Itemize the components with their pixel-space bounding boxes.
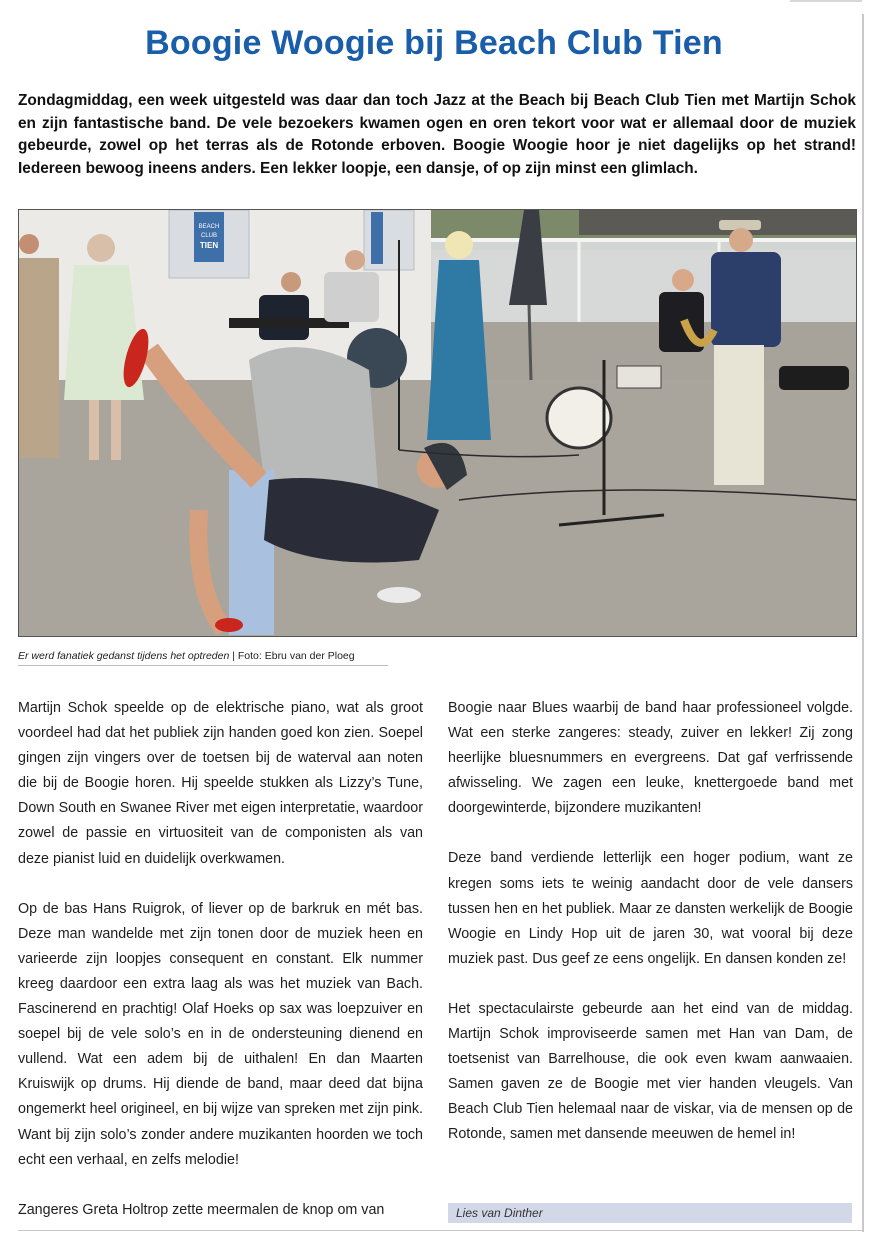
photo-bassist [324, 272, 379, 322]
photo-building-dark [579, 210, 857, 235]
photo-bass-drum [547, 388, 611, 448]
photo-dancer-man-jeans [229, 470, 274, 635]
beach-club-sign-small [371, 212, 383, 264]
page-bottom-rule [18, 1230, 862, 1231]
photo-spectator-1 [19, 258, 59, 458]
photo-pianist [259, 295, 309, 340]
paragraph: Boogie naar Blues waarbij de band haar professioneel volgde. Wat een sterke zangeres: steady, zuiver en lekker! Zij zong heerlijke bluesnummers en evergreens. Dat gaf verfrissende afwisseling. We zagen een leuke, knettergoede band met doorgewinterde, bijzondere muzikanten! [448, 700, 853, 817]
sign-text-club: CLUB [200, 233, 218, 239]
paragraph: Het spectaculairste gebeurde aan het eind van de middag. Martijn Schok improviseerde samen met Han van Dam, de toetsenist van Barrelhouse, die ook even kwam aanwaaien. Samen gaven ze de Boogie met vier handen vleugels. Van Beach Club Tien helemaal naar de viskar, via de mensen op de Rotonde, samen met dansende meeuwen de hemel in! [448, 1000, 853, 1143]
article-intro: Zondagmiddag, een week uitgesteld was daar dan toch Jazz at the Beach bij Beach Club Tien met Martijn Schok en zijn fantastische band. De vele bezoekers kwamen ogen en oren tekort voor wat er allemaal door de muziek gebeurde, zowel op het terras als de Rotonde erboven. Boogie Woogie hoor je niet dagelijks op het strand! Iedereen bewoog ineens anders. Een lekker loopje, een dansje, of op zijn minst een glimlach. [18, 92, 856, 177]
sign-text-tien: TIEN [199, 241, 219, 250]
caption-separator: | [229, 650, 238, 662]
photo-glass-railing [431, 240, 857, 322]
caption-credit: Foto: Ebru van der Ploeg [237, 650, 355, 662]
top-divider [790, 0, 862, 2]
page-right-rule [862, 14, 864, 1232]
paragraph: Zangeres Greta Holtrop zette meermalen de knop om van [18, 1201, 385, 1218]
photo-illustration [19, 210, 857, 637]
paragraph: Deze band verdiende letterlijk een hoger podium, want ze kregen soms iets te weinig aandacht door de vele dansers tussen hen en het publiek. Maar ze dansten werkelijk de Boogie Woogie en Lindy Hop uit de jaren 30, wat vooral bij deze muziek past. Dus geef ze eens ongelijk. En dansen konden ze! [448, 850, 853, 967]
photo-snare [617, 366, 661, 388]
article-photo [18, 209, 857, 637]
article-title: Boogie Woogie bij Beach Club Tien [145, 24, 723, 62]
photo-instrument-case [779, 366, 849, 390]
author-byline: Lies van Dinther [448, 1203, 852, 1223]
paragraph: Martijn Schok speelde op de elektrische piano, wat als groot voordeel had dat het publiek zijn handen goed kon zien. Soepel gingen zijn vingers over de toetsen bij de waterval aan noten die bij de Boogie horen. Hij speelde stukken als Lizzy’s Tune, Down South en Swanee River met eigen interpretatie, waardoor zowel de passie en virtuositeit van de componisten als van deze pianist luid en duidelijk overkwamen. [18, 700, 423, 867]
sign-text-beach: BEACH [198, 224, 220, 230]
photo-caption [18, 650, 388, 666]
left-column [18, 696, 423, 1223]
paragraph: Op de bas Hans Ruigrok, of liever op de barkruk en mét bas. Deze man wandelde met zijn tonen door de muziek heen en varieerde zijn loopjes consequent en constant. Elk nummer kreeg daardoor een extra laag als was het muziek van Bach. Fascinerend en prachtig! Olaf Hoeks op sax was loepzuiver en soepel bij de vele solo’s en in de ondersteuning dienend en vullend. Wat een adem bij de uithalen! En dan Maarten Kruiswijk op drums. Hij diende de band, maar deed dat bijna ongemerkt heel origineel, en bij wijze van spreken met zijn pink. Want bij zijn solo’s zonder andere muzikanten hoorden we toch echt een verhaal, en zelfs melodie! [18, 900, 423, 1168]
photo-sax-player-pants [714, 345, 764, 485]
caption-text: Er werd fanatiek gedanst tijdens het optreden [18, 650, 230, 662]
right-column [448, 696, 853, 1148]
photo-sax-player [711, 252, 781, 347]
